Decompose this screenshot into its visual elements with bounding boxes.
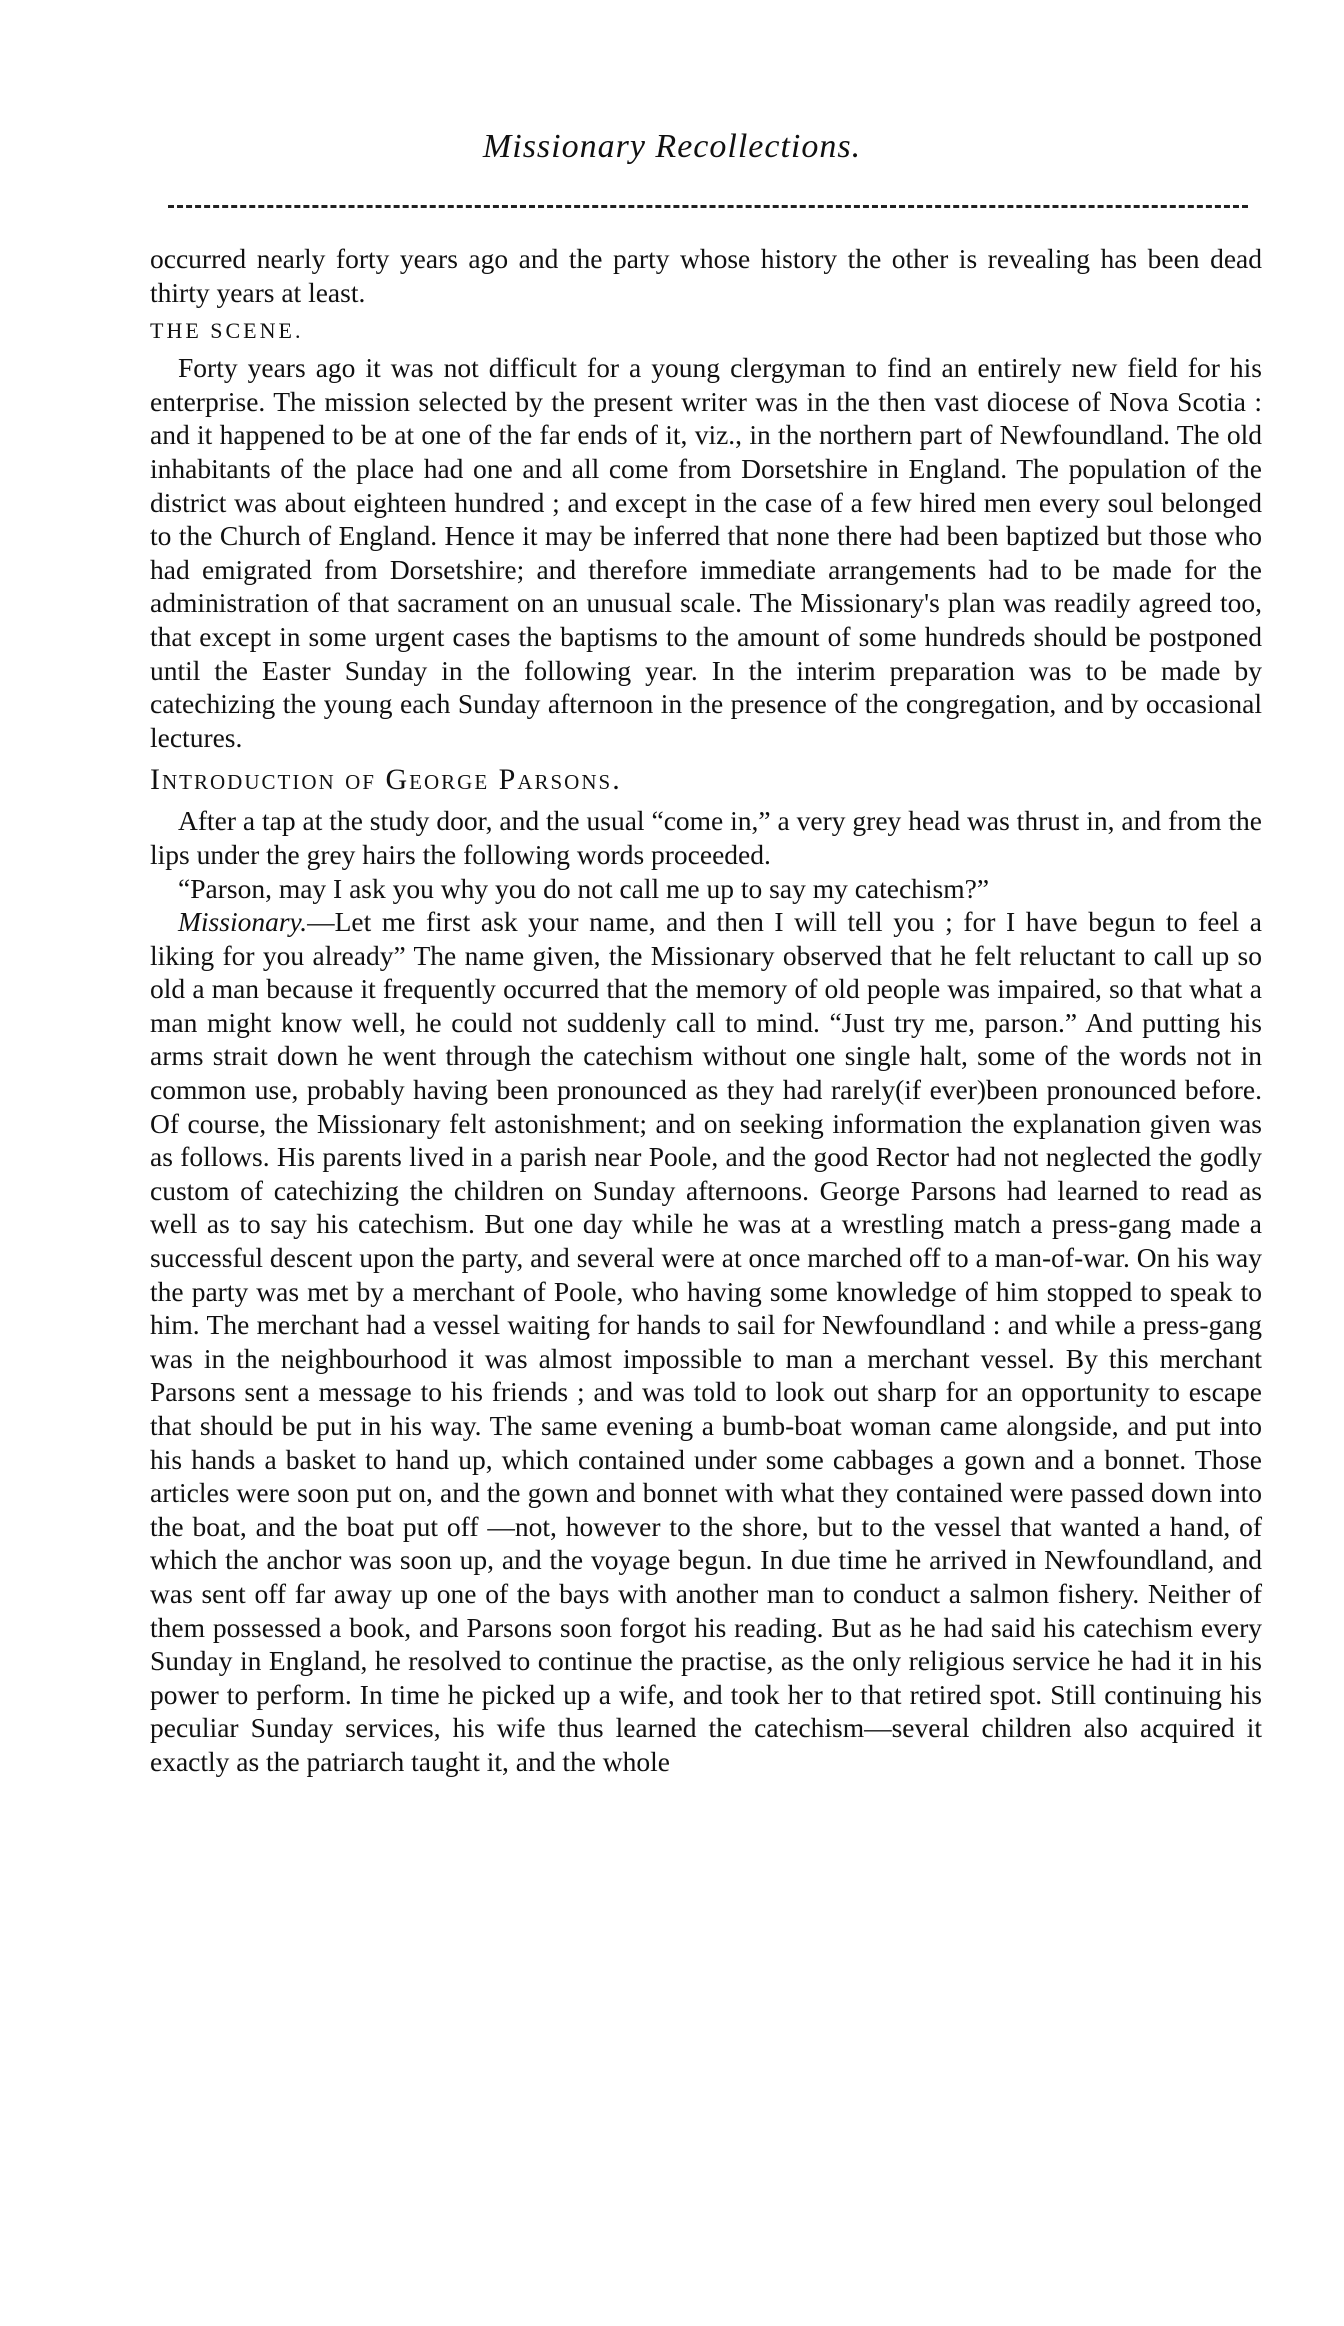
header-rule bbox=[168, 205, 1248, 208]
paragraph-opening: occurred nearly forty years ago and the party whose history the other is revealing has been dead thirty years at least. bbox=[150, 243, 1262, 308]
speaker-label: Missionary. bbox=[178, 906, 308, 938]
paragraph-tap: After a tap at the study door, and the usual “come in,” a very grey head was thrust in, and from the lips under the grey hairs the following words proceeded. bbox=[150, 805, 1262, 870]
body-text bbox=[150, 242, 1262, 1779]
paragraph-scene: Forty years ago it was not difficult for a young clergyman to find an entirely new field for his enterprise. The mission selected by the present writer was in the then vast diocese of Nova Scotia : and it happened to be at one of the far ends of it, viz., in the northern part of Newfoundland. The old inhabitants of the place had one and all come from Dorsetshire in England. The population of the district was about eighteen hundred ; and except in the case of a few hired men every soul belonged to the Church of England. Hence it may be inferred that none there had been baptized but those who had emigrated from Dorsetshire; and therefore immediate arrangements had to be made for the administration of that sacrament on an unusual scale. The Missionary's plan was readily agreed too, that except in some urgent cases the baptisms to the amount of some hundreds should be postponed until the Easter Sunday in the following year. In the interim preparation was to be made by catechizing the young each Sunday afternoon in the presence of the congregation, and by occasional lectures. bbox=[150, 352, 1262, 753]
section-heading-introduction: Introduction of George Parsons. bbox=[150, 763, 622, 797]
running-title: Missionary Recollections. bbox=[482, 128, 862, 165]
section-heading-scene: THE SCENE. bbox=[150, 318, 304, 344]
paragraph-missionary bbox=[150, 905, 1262, 1778]
paragraph-quote: “Parson, may I ask you why you do not call me up to say my catechism?” bbox=[178, 872, 990, 904]
missionary-dialogue: —Let me first ask your name, and then I will tell you ; for I have begun to feel a liking for you already” The name given, the Missionary observed that he felt reluctant to call up so old a man because it frequently occurred that the memory of old people was impaired, so that what a man might know well, he could not suddenly call to mind. “Just try me, parson.” And putting his arms strait down he went through the catechism without one single halt, some of the words not in common use, probably having been pronounced as they had rarely(if ever)been pronounced before. Of course, the Missionary felt astonishment; and on seeking information the explanation given was as follows. His parents lived in a parish near Poole, and the good Rector had not neglected the godly custom of catechizing the children on Sunday afternoons. George Parsons had learned to read as well as to say his catechism. But one day while he was at a wrestling match a press-gang made a successful descent upon the party, and several were at once marched off to a man-of-war. On his way the party was met by a merchant of Poole, who having some knowledge of him stopped to speak to him. The merchant had a vessel waiting for hands to sail for Newfoundland : and while a press-gang was in the neighbourhood it was almost impossible to man a merchant vessel. By this merchant Parsons sent a message to his friends ; and was told to look out sharp for an opportunity to escape that should be put in his way. The same evening a bumb-boat woman came alongside, and put into his hands a basket to hand up, which contained under some cabbages a gown and a bonnet. Those articles were soon put on, and the gown and bonnet with what they contained were passed down into the boat, and the boat put off —not, however to the shore, but to the vessel that wanted a hand, of which the anchor was soon up, and the voyage begun. In due time he arrived in Newfoundland, and was sent off far away up one of the bays with another man to conduct a salmon fishery. Neither of them possessed a book, and Parsons soon forgot his reading. But as he had said his catechism every Sunday in England, he resolved to continue the practise, as the only religious service he had it in his power to perform. In time he picked up a wife, and took her to that retired spot. Still continuing his peculiar Sunday services, his wife thus learned the catechism—several children also acquired it exactly as the patriarch taught it, and the whole bbox=[150, 906, 1262, 1777]
